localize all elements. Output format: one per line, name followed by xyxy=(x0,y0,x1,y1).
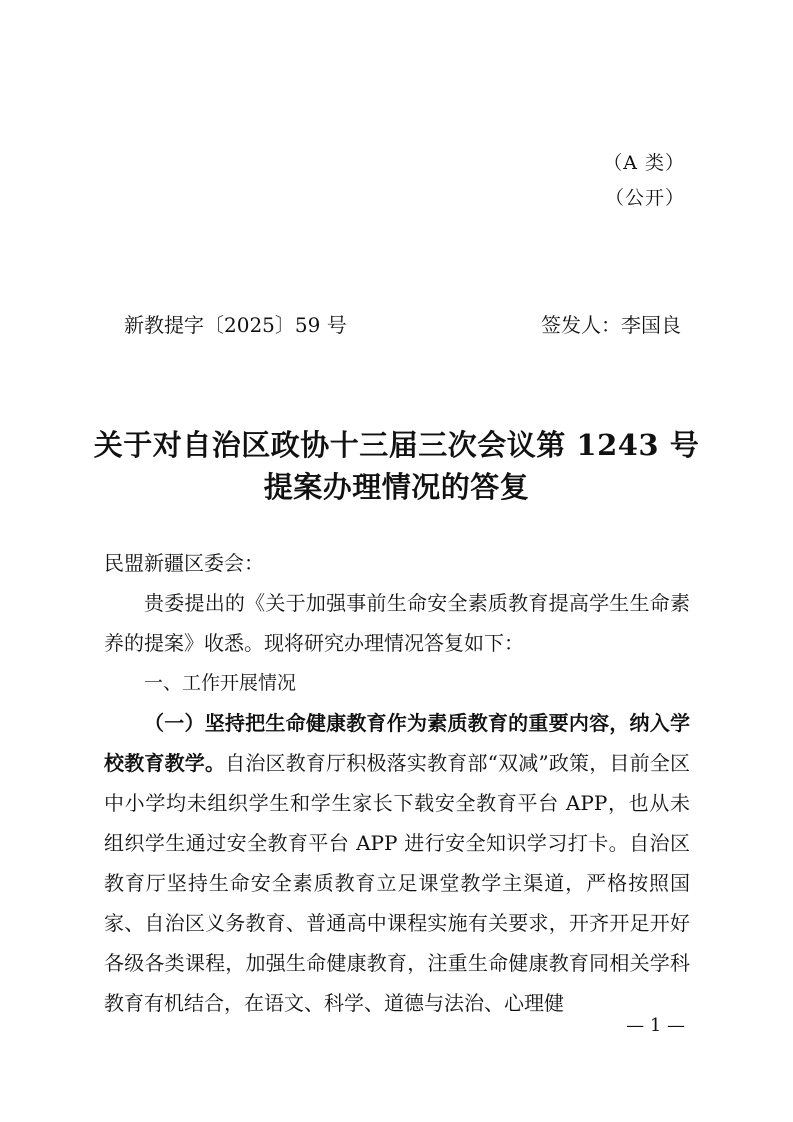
page-number: — 1 — xyxy=(626,1015,685,1036)
document-number: 新教提字〔2025〕59 号 xyxy=(124,313,347,337)
document-title xyxy=(80,424,713,508)
issuer: 签发人：李国良 xyxy=(541,313,681,337)
subsection-1-lead: （一）坚持把生命健康教育作为素质教育的重要内容，纳入学校教育教学。 xyxy=(104,711,690,775)
section-heading-1: 一、工作开展情况 xyxy=(144,672,297,694)
document-meta-row xyxy=(124,309,681,338)
subsection-1-text: 自治区教育厅积极落实教育部“双减”政策，目前全区中小学均未组织学生和学生家长下载安全教育平台 APP，也从未组织学生通过安全教育平台 APP 进行安全知识学习打卡。自治区教育厅坚持生命安全素质教育立足课堂教学主渠道，严格按照国家、自治区义务教育、普通高中课程实施有关要求，开齐开足开好各级各类课程，加强生命健康教育，注重生命健康教育同相关学科教育有机结合，在语文、科学、道德与法治、心理健 xyxy=(104,751,691,1015)
disclosure-label: （公开） xyxy=(604,187,685,209)
salutation: 民盟新疆区委会： xyxy=(104,551,264,575)
title-line-2: 提案办理情况的答复 xyxy=(263,470,530,504)
subsection-1-paragraph xyxy=(104,703,690,1023)
category-label: （A 类） xyxy=(603,152,685,174)
document-body xyxy=(104,543,690,1023)
intro-paragraph: 贵委提出的《关于加强事前生命安全素质教育提高学生生命素养的提案》收悉。现将研究办理情况答复如下： xyxy=(104,591,690,655)
title-line-1: 关于对自治区政协十三届三次会议第 1243 号 xyxy=(93,428,700,462)
